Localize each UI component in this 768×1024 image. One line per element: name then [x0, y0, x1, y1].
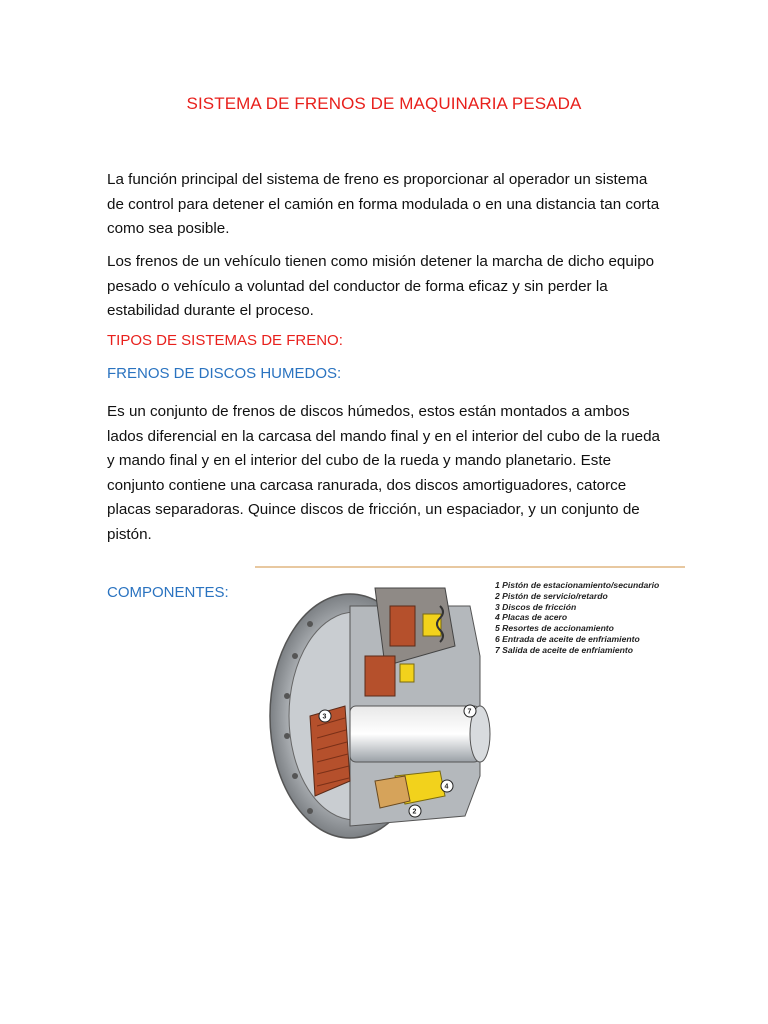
svg-text:2: 2 [412, 808, 417, 816]
document-title: SISTEMA DE FRENOS DE MAQUINARIA PESADA [186, 94, 582, 113]
legend-item: 3 Discos de fricción [495, 601, 577, 612]
heading-wet-disc-brakes: FRENOS DE DISCOS HUMEDOS: [107, 365, 342, 382]
legend-item: 2 Pistón de servicio/retardo [495, 590, 608, 601]
legend-item: 1 Pistón de estacionamiento/secundario [495, 580, 660, 590]
wet-brake-diagram [255, 566, 685, 846]
paragraph-mission: Los frenos de un vehículo tienen como misión detener la marcha de dicho equipo pesado o vehículo a voluntad del conductor de forma eficaz y sin perder la estabilidad durante el proceso. [107, 253, 655, 319]
legend-item: 5 Resortes de accionamiento [495, 623, 614, 634]
svg-text:7: 7 [467, 708, 472, 716]
legend-item: 4 Placas de acero [495, 612, 568, 623]
svg-text:3: 3 [322, 713, 327, 721]
components-legend [495, 580, 659, 656]
paragraph-wet-disc-description: Es un conjunto de frenos de discos húmedos, estos están montados a ambos lados diferencial en la carcasa del mando final y en el interior del cubo de la rueda y mando final y en el interior del cubo de la rueda y mando planetario. Este conjunto contiene una carcasa ranurada, dos discos amortiguadores, catorce placas separadoras. Quince discos de fricción, un espaciador, y un conjunto de pistón. [107, 403, 660, 543]
heading-components: COMPONENTES: [107, 584, 229, 601]
legend-item: 7 Salida de aceite de enfriamiento [495, 644, 634, 655]
svg-text:4: 4 [444, 783, 449, 791]
legend-item: 6 Entrada de aceite de enfriamiento [495, 633, 640, 644]
paragraph-function: La función principal del sistema de freno es proporcionar al operador un sistema de control para detener el camión en forma modulada o en una distancia tan corta como sea posible. [107, 171, 660, 237]
heading-brake-types: TIPOS DE SISTEMAS DE FRENO: [107, 332, 343, 349]
brake-cutaway-illustration [255, 566, 495, 846]
